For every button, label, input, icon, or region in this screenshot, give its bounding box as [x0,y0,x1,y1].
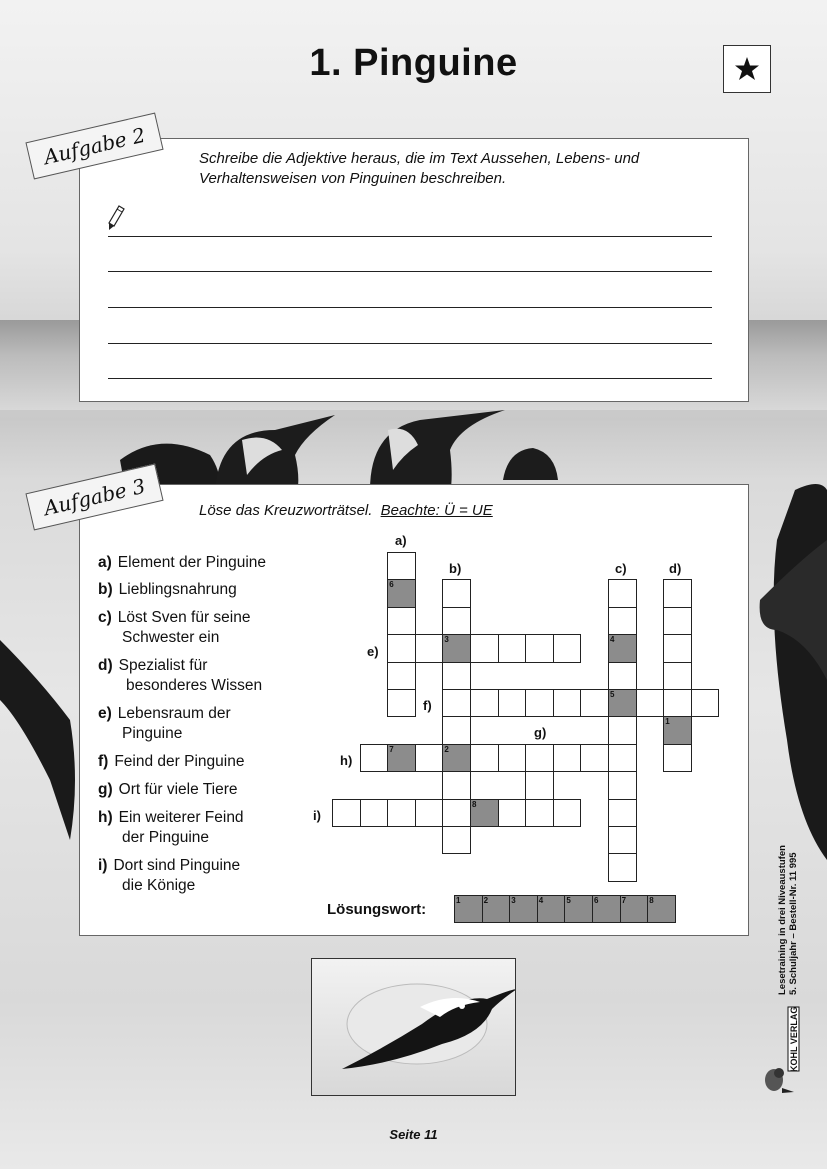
crossword-cell[interactable] [442,579,471,607]
clue-text-continued: Schwester ein [122,629,220,646]
crossword-cell[interactable] [498,799,527,827]
clue-letter: i) [98,857,108,874]
cell-number: 1 [665,717,670,727]
difficulty-star-box [723,45,771,93]
crossword-cell[interactable] [498,689,527,717]
task3-tag: Aufgabe 3 [25,464,163,531]
crossword-cell[interactable] [442,744,471,772]
crossword-cell[interactable] [608,771,637,799]
clue-item [98,856,240,896]
crossword-cell[interactable] [525,634,554,662]
clue-letter: g) [98,781,113,798]
crossword-cell[interactable] [553,634,582,662]
solution-cell-number: 4 [538,896,544,905]
crossword-cell[interactable] [663,744,692,772]
crossword-cell[interactable] [442,716,471,744]
crossword-cell[interactable] [608,799,637,827]
clue-letter: a) [98,554,112,571]
task3-instruction-note: Beachte: Ü = UE [380,502,493,519]
solution-cell-number: 8 [649,896,654,905]
crossword-cell[interactable] [360,744,389,772]
crossword-cell[interactable] [360,799,389,827]
solution-cell-number: 3 [511,896,516,905]
star-icon [734,56,760,82]
crossword-cell[interactable] [525,744,554,772]
clue-text-continued: die Könige [122,877,196,894]
crossword-cell[interactable] [608,744,637,772]
task2-instruction-line1: Schreibe die Adjektive heraus, die im Text Aussehen, Lebens- und [199,150,640,167]
answer-line-5[interactable] [108,378,712,379]
crossword-cell[interactable] [663,716,692,744]
crossword-cell[interactable] [580,689,609,717]
solution-cell[interactable] [482,895,511,923]
clue-letter: h) [98,809,113,826]
crossword-cell[interactable] [553,744,582,772]
clue-text: Löst Sven für seine [117,609,251,626]
crossword-cell[interactable] [608,607,637,635]
clue-item [98,808,244,848]
clue-text: Ein weiterer Feind [118,809,244,826]
crossword-cell[interactable] [470,689,499,717]
solution-cell-number: 5 [566,896,571,905]
crossword-cell[interactable] [636,689,665,717]
clue-line [98,580,237,600]
crossword-cell[interactable] [553,799,582,827]
grid-label: i) [313,808,321,823]
clue-item [98,580,237,600]
crossword-cell[interactable] [415,744,444,772]
cell-number: 3 [444,635,449,645]
crossword-cell[interactable] [387,607,416,635]
clue-item [98,608,251,648]
page-title: 1. Pinguine [309,42,518,84]
crossword-cell[interactable] [470,634,499,662]
solution-cell-number: 7 [621,896,627,905]
solution-cell-number: 1 [456,896,461,905]
task2-instruction [199,149,739,189]
clue-item [98,656,262,696]
crossword-cell[interactable] [387,634,416,662]
crossword-cell[interactable] [608,579,637,607]
clue-text: Spezialist für [118,657,208,674]
clue-item [98,553,266,573]
answer-line-2[interactable] [108,271,712,272]
page-number: Seite 11 [389,1127,438,1142]
crossword-cell[interactable] [663,579,692,607]
crossword-cell[interactable] [470,799,499,827]
crossword-cell[interactable] [387,744,416,772]
solution-cell[interactable] [509,895,538,923]
clue-line [98,656,262,676]
clue-item [98,752,244,772]
solution-cell-number: 2 [483,896,489,905]
clue-text: Ort für viele Tiere [118,781,238,798]
crossword-cell[interactable] [691,689,720,717]
crossword-cell[interactable] [442,607,471,635]
clue-text: Dort sind Pinguine [113,857,241,874]
clue-text-continued: Pinguine [122,725,183,742]
solution-cell[interactable] [647,895,676,923]
crossword-cell[interactable] [608,853,637,881]
clue-line [98,553,266,573]
crossword-cell[interactable] [387,799,416,827]
clue-letter: b) [98,581,113,598]
clue-text: Element der Pinguine [117,554,267,571]
clue-line [98,608,251,628]
solution-cell[interactable] [620,895,649,923]
crossword-cell[interactable] [608,634,637,662]
grid-label: e) [367,644,379,659]
crossword-cell[interactable] [332,799,361,827]
grid-label: g) [534,725,547,740]
order-number: 5. Schuljahr – Bestell-Nr. 11 995 [788,852,799,995]
solution-cell[interactable] [454,895,483,923]
grid-label: h) [340,753,353,768]
task2-tag: Aufgabe 2 [25,113,163,180]
solution-cell[interactable] [537,895,566,923]
crossword-cell[interactable] [525,799,554,827]
cell-number: 4 [610,635,615,645]
crossword-cell[interactable] [608,662,637,690]
clue-line [98,808,244,828]
crossword-cell[interactable] [663,662,692,690]
crossword-cell[interactable] [387,689,416,717]
clue-letter: f) [98,753,109,770]
cell-number: 2 [444,744,449,754]
solution-cell[interactable] [592,895,621,923]
clue-letter: e) [98,705,112,722]
crossword-cell[interactable] [498,744,527,772]
clue-letter: c) [98,609,112,626]
task2-instruction-line2: Verhaltensweisen von Pinguinen beschreiben. [199,170,507,187]
solution-cell-number: 6 [594,896,599,905]
answer-line-1[interactable] [108,236,712,237]
cell-number: 6 [389,580,394,590]
penguin-photo [311,958,516,1096]
crossword-cell[interactable] [525,771,554,799]
cell-number: 7 [389,744,394,754]
clue-line [98,780,238,800]
publisher-name: KOHL VERLAG [789,1006,799,1072]
grid-label: f) [423,698,432,713]
crossword-cell[interactable] [442,662,471,690]
clue-letter: d) [98,657,113,674]
crossword-cell[interactable] [387,662,416,690]
crossword-cell[interactable] [387,579,416,607]
clue-text-continued: der Pinguine [122,829,210,846]
crossword-cell[interactable] [608,716,637,744]
crossword-cell[interactable] [442,689,471,717]
answer-line-4[interactable] [108,343,712,344]
crossword-cell[interactable] [663,634,692,662]
pencil-icon [107,205,125,231]
grid-label: b) [449,561,462,576]
crossword-cell[interactable] [608,826,637,854]
clue-item [98,704,231,744]
cell-number: 5 [610,690,615,699]
crossword-cell[interactable] [525,689,554,717]
crossword-cell[interactable] [608,689,637,717]
cell-number: 8 [472,799,477,809]
crossword-cell[interactable] [442,799,471,827]
crossword-cell[interactable] [415,634,444,662]
solution-label: Lösungswort: [327,901,427,918]
clue-line [98,704,231,724]
grid-label: d) [669,561,682,576]
task3-instruction-text: Löse das Kreuzworträtsel. [199,502,373,519]
clue-line [98,752,244,772]
answer-line-3[interactable] [108,307,712,308]
grid-label: a) [395,533,407,548]
crossword-cell[interactable] [553,689,582,717]
clue-text: Feind der Pinguine [114,753,245,770]
solution-cell[interactable] [564,895,593,923]
crossword-cell[interactable] [663,689,692,717]
crossword-cell[interactable] [498,634,527,662]
crossword-cell[interactable] [580,744,609,772]
crossword-cell[interactable] [442,771,471,799]
crossword-cell[interactable] [387,552,416,580]
clue-line [98,856,240,876]
crossword-cell[interactable] [663,607,692,635]
grid-label: c) [615,561,627,576]
series-credit: Lesetraining in drei Niveaustufen [777,845,788,995]
clue-item [98,780,238,800]
crossword-cell[interactable] [470,744,499,772]
task3-instruction [199,501,599,521]
clue-text: Lieblingsnahrung [118,581,237,598]
crossword-cell[interactable] [415,799,444,827]
crossword-cell[interactable] [442,826,471,854]
crossword-cell[interactable] [442,634,471,662]
clue-text-continued: besonderes Wissen [126,677,263,694]
clue-text: Lebensraum der [117,705,231,722]
